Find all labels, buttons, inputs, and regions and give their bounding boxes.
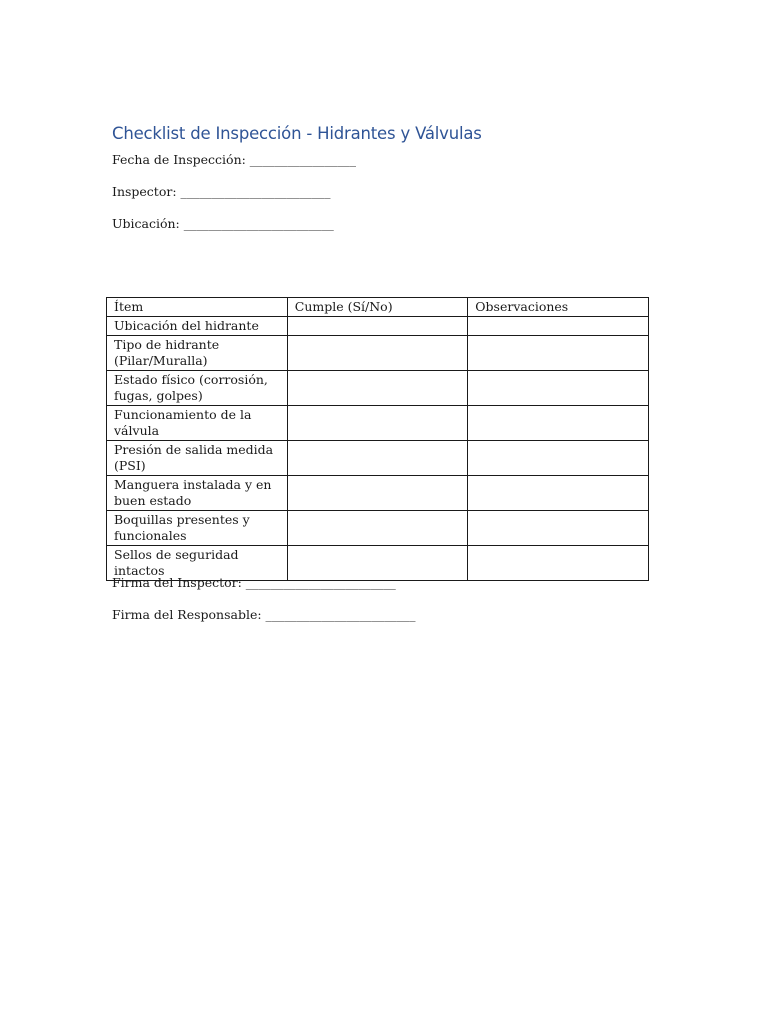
item-cell: Funcionamiento de la válvula xyxy=(107,406,288,441)
page-title: Checklist de Inspección - Hidrantes y Válvulas xyxy=(112,124,482,143)
inspector-signature-field: Firma del Inspector: ________________________ xyxy=(112,575,396,590)
complies-cell xyxy=(287,441,468,476)
table-row xyxy=(107,511,649,546)
observations-cell xyxy=(468,336,649,371)
table-row xyxy=(107,371,649,406)
observations-cell xyxy=(468,441,649,476)
complies-cell xyxy=(287,336,468,371)
complies-cell xyxy=(287,317,468,336)
table-header-row xyxy=(107,298,649,317)
item-cell: Ubicación del hidrante xyxy=(107,317,288,336)
complies-cell xyxy=(287,511,468,546)
table-row xyxy=(107,317,649,336)
item-cell: Boquillas presentes y funcionales xyxy=(107,511,288,546)
item-cell: Presión de salida medida (PSI) xyxy=(107,441,288,476)
item-cell: Manguera instalada y en buen estado xyxy=(107,476,288,511)
observations-cell xyxy=(468,406,649,441)
table-row xyxy=(107,406,649,441)
header-complies: Cumple (Sí/No) xyxy=(287,298,468,317)
checklist-table xyxy=(106,297,649,581)
table-row xyxy=(107,441,649,476)
observations-cell xyxy=(468,546,649,581)
observations-cell xyxy=(468,317,649,336)
observations-cell xyxy=(468,371,649,406)
item-cell: Estado físico (corrosión, fugas, golpes) xyxy=(107,371,288,406)
header-observations: Observaciones xyxy=(468,298,649,317)
responsible-signature-field: Firma del Responsable: ________________________ xyxy=(112,607,416,622)
observations-cell xyxy=(468,511,649,546)
complies-cell xyxy=(287,406,468,441)
inspection-date-field: Fecha de Inspección: _________________ xyxy=(112,152,357,167)
table-row xyxy=(107,336,649,371)
table-row xyxy=(107,476,649,511)
complies-cell xyxy=(287,371,468,406)
location-field: Ubicación: ________________________ xyxy=(112,216,334,231)
complies-cell xyxy=(287,476,468,511)
inspector-field: Inspector: ________________________ xyxy=(112,184,331,199)
header-item: Ítem xyxy=(107,298,288,317)
observations-cell xyxy=(468,476,649,511)
item-cell: Sellos de seguridad intactos xyxy=(107,546,288,581)
item-cell: Tipo de hidrante (Pilar/Muralla) xyxy=(107,336,288,371)
